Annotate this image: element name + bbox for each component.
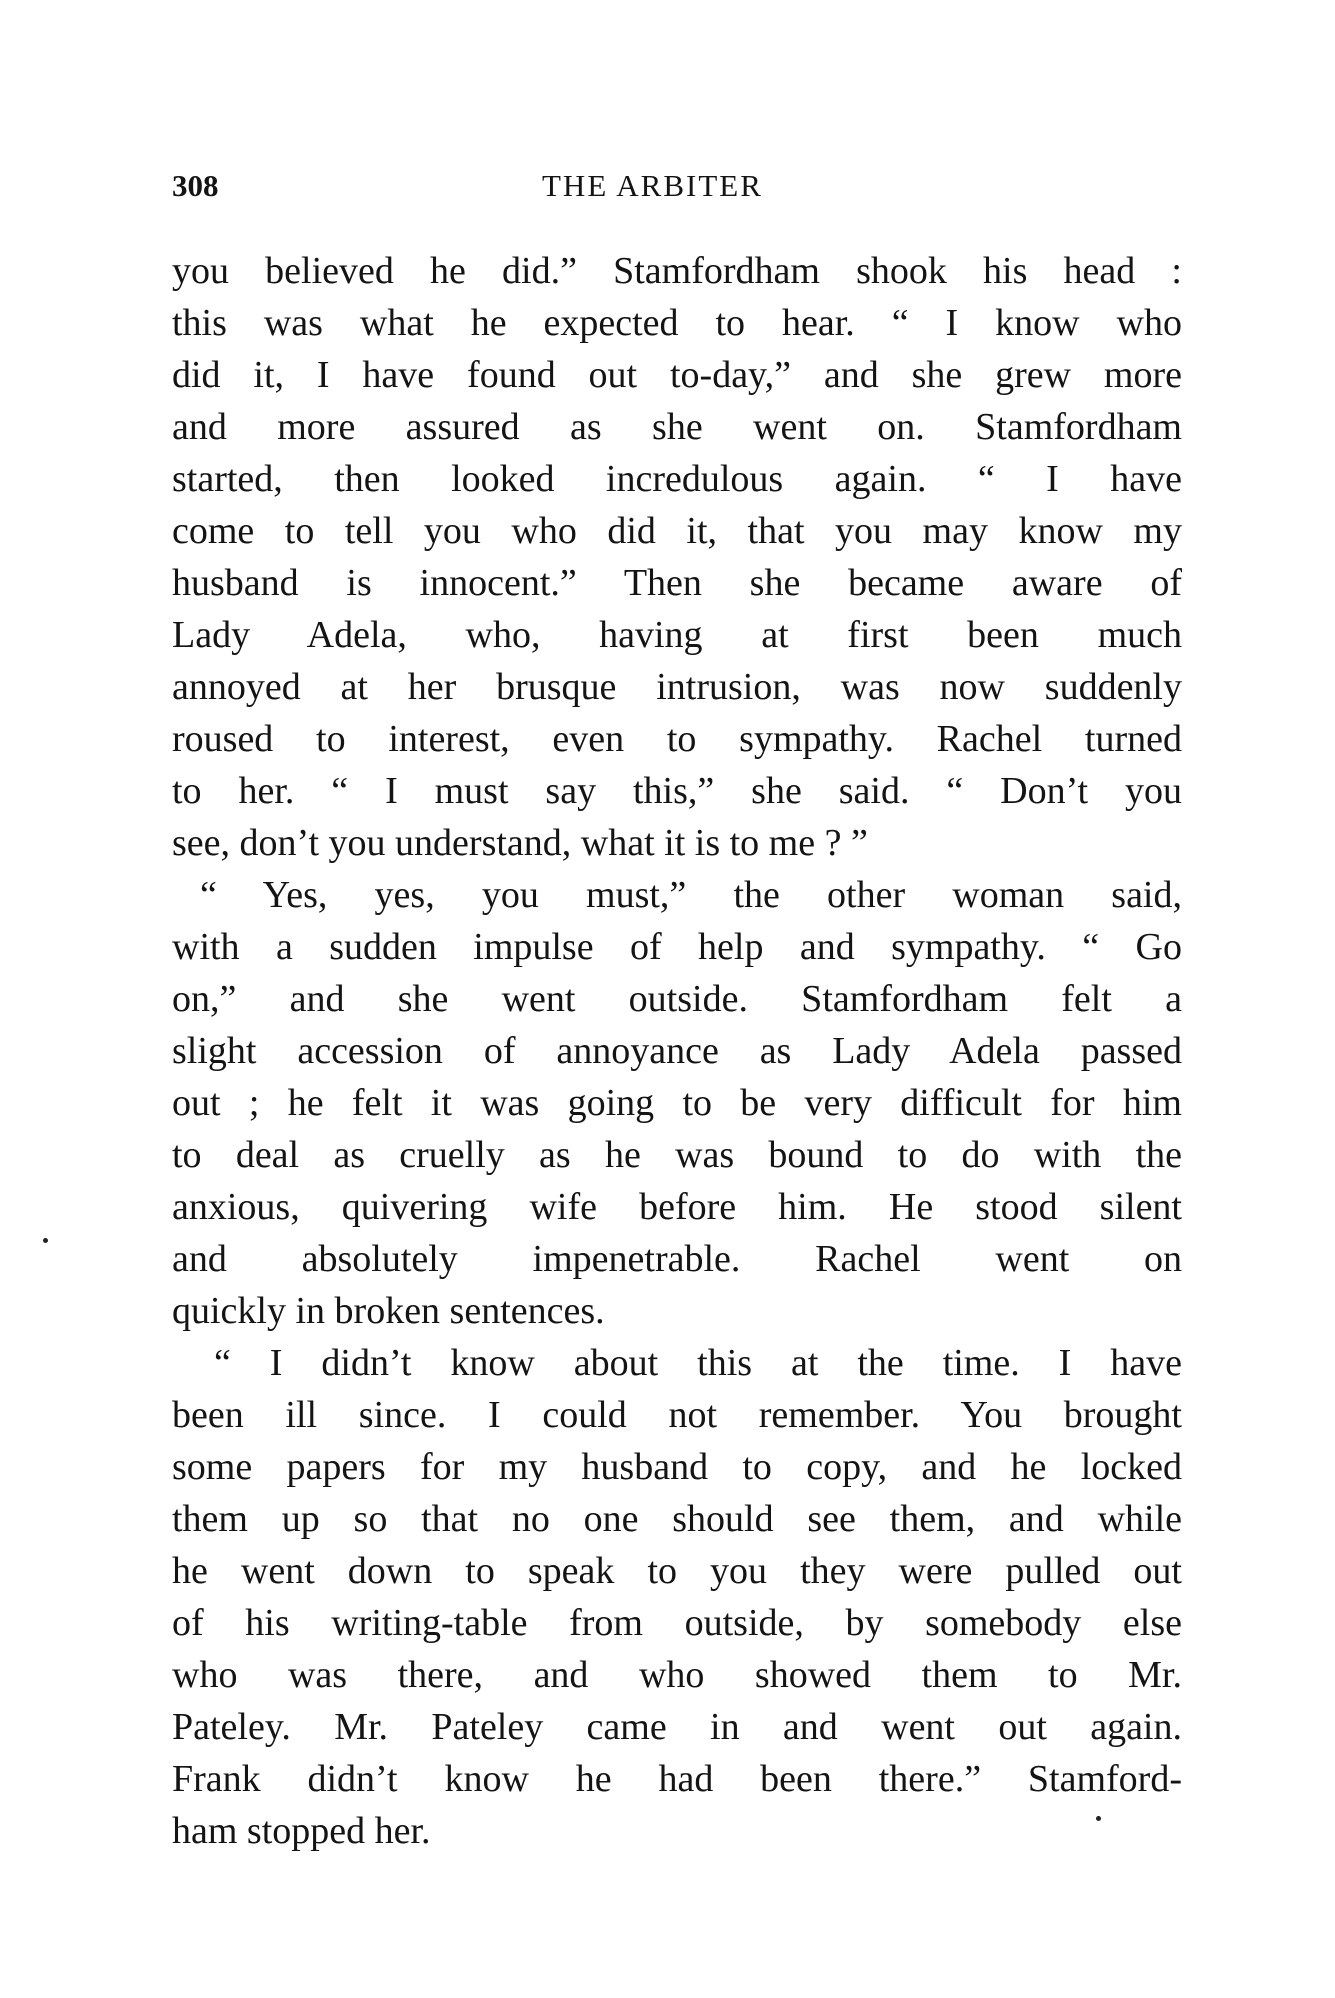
text-line: Lady Adela, who, having at first been much [172,614,1182,656]
text-line: out ; he felt it was going to be very difficult for him [172,1082,1182,1124]
scan-speck [43,1238,48,1243]
text-line: started, then looked incredulous again. “ I have [172,458,1182,500]
page-number: 308 [172,168,219,203]
text-line: to her. “ I must say this,” she said. “ Don’t you [172,770,1182,812]
text-line: see, don’t you understand, what it is to me ? ” [172,822,868,864]
text-line: come to tell you who did it, that you may know my [172,510,1182,552]
body-text [172,245,1182,1857]
text-line: some papers for my husband to copy, and he locked [172,1446,1182,1488]
text-line: and absolutely impenetrable. Rachel went on [172,1238,1182,1280]
text-line: to deal as cruelly as he was bound to do with the [172,1134,1182,1176]
text-line: did it, I have found out to-day,” and she grew more [172,354,1182,396]
text-line: who was there, and who showed them to Mr. [172,1654,1182,1696]
running-title: THE ARBITER [542,168,763,203]
text-line: you believed he did.” Stamfordham shook his head : [172,250,1182,292]
text-line: been ill since. I could not remember. You brought [172,1394,1182,1436]
text-line: ham stopped her. [172,1810,431,1852]
scan-speck [1096,1816,1101,1821]
text-line: and more assured as she went on. Stamfordham [172,406,1182,448]
text-line: husband is innocent.” Then she became aware of [172,562,1182,604]
text-line: “ Yes, yes, you must,” the other woman said, [200,874,1182,916]
book-page [172,168,1182,1857]
text-line: them up so that no one should see them, and while [172,1498,1182,1540]
text-line: this was what he expected to hear. “ I know who [172,302,1182,344]
text-line: “ I didn’t know about this at the time. I have [214,1342,1182,1384]
text-line: on,” and she went outside. Stamfordham felt a [172,978,1182,1020]
text-line: anxious, quivering wife before him. He stood silent [172,1186,1182,1228]
text-line: Frank didn’t know he had been there.” Stamford- [172,1758,1182,1800]
text-line: he went down to speak to you they were pulled out [172,1550,1182,1592]
text-line: annoyed at her brusque intrusion, was now suddenly [172,666,1182,708]
text-line: quickly in broken sentences. [172,1290,605,1332]
running-head [172,168,1182,220]
text-line: slight accession of annoyance as Lady Adela passed [172,1030,1182,1072]
text-line: with a sudden impulse of help and sympathy. “ Go [172,926,1182,968]
text-line: of his writing-table from outside, by somebody else [172,1602,1182,1644]
text-line: Pateley. Mr. Pateley came in and went out again. [172,1706,1182,1748]
text-line: roused to interest, even to sympathy. Rachel turned [172,718,1182,760]
